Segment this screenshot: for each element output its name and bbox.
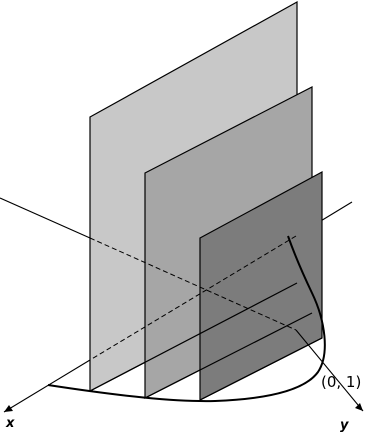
y-axis-arrowhead — [4, 405, 13, 412]
x-axis-front — [296, 330, 363, 411]
x-axis-arrowhead — [355, 403, 363, 411]
x-axis-label: x — [6, 416, 15, 431]
y-axis-front — [4, 360, 90, 412]
point-label: (0, 1) — [321, 373, 362, 391]
y-axis-label: y — [340, 418, 349, 433]
x-axis-back — [0, 198, 90, 238]
